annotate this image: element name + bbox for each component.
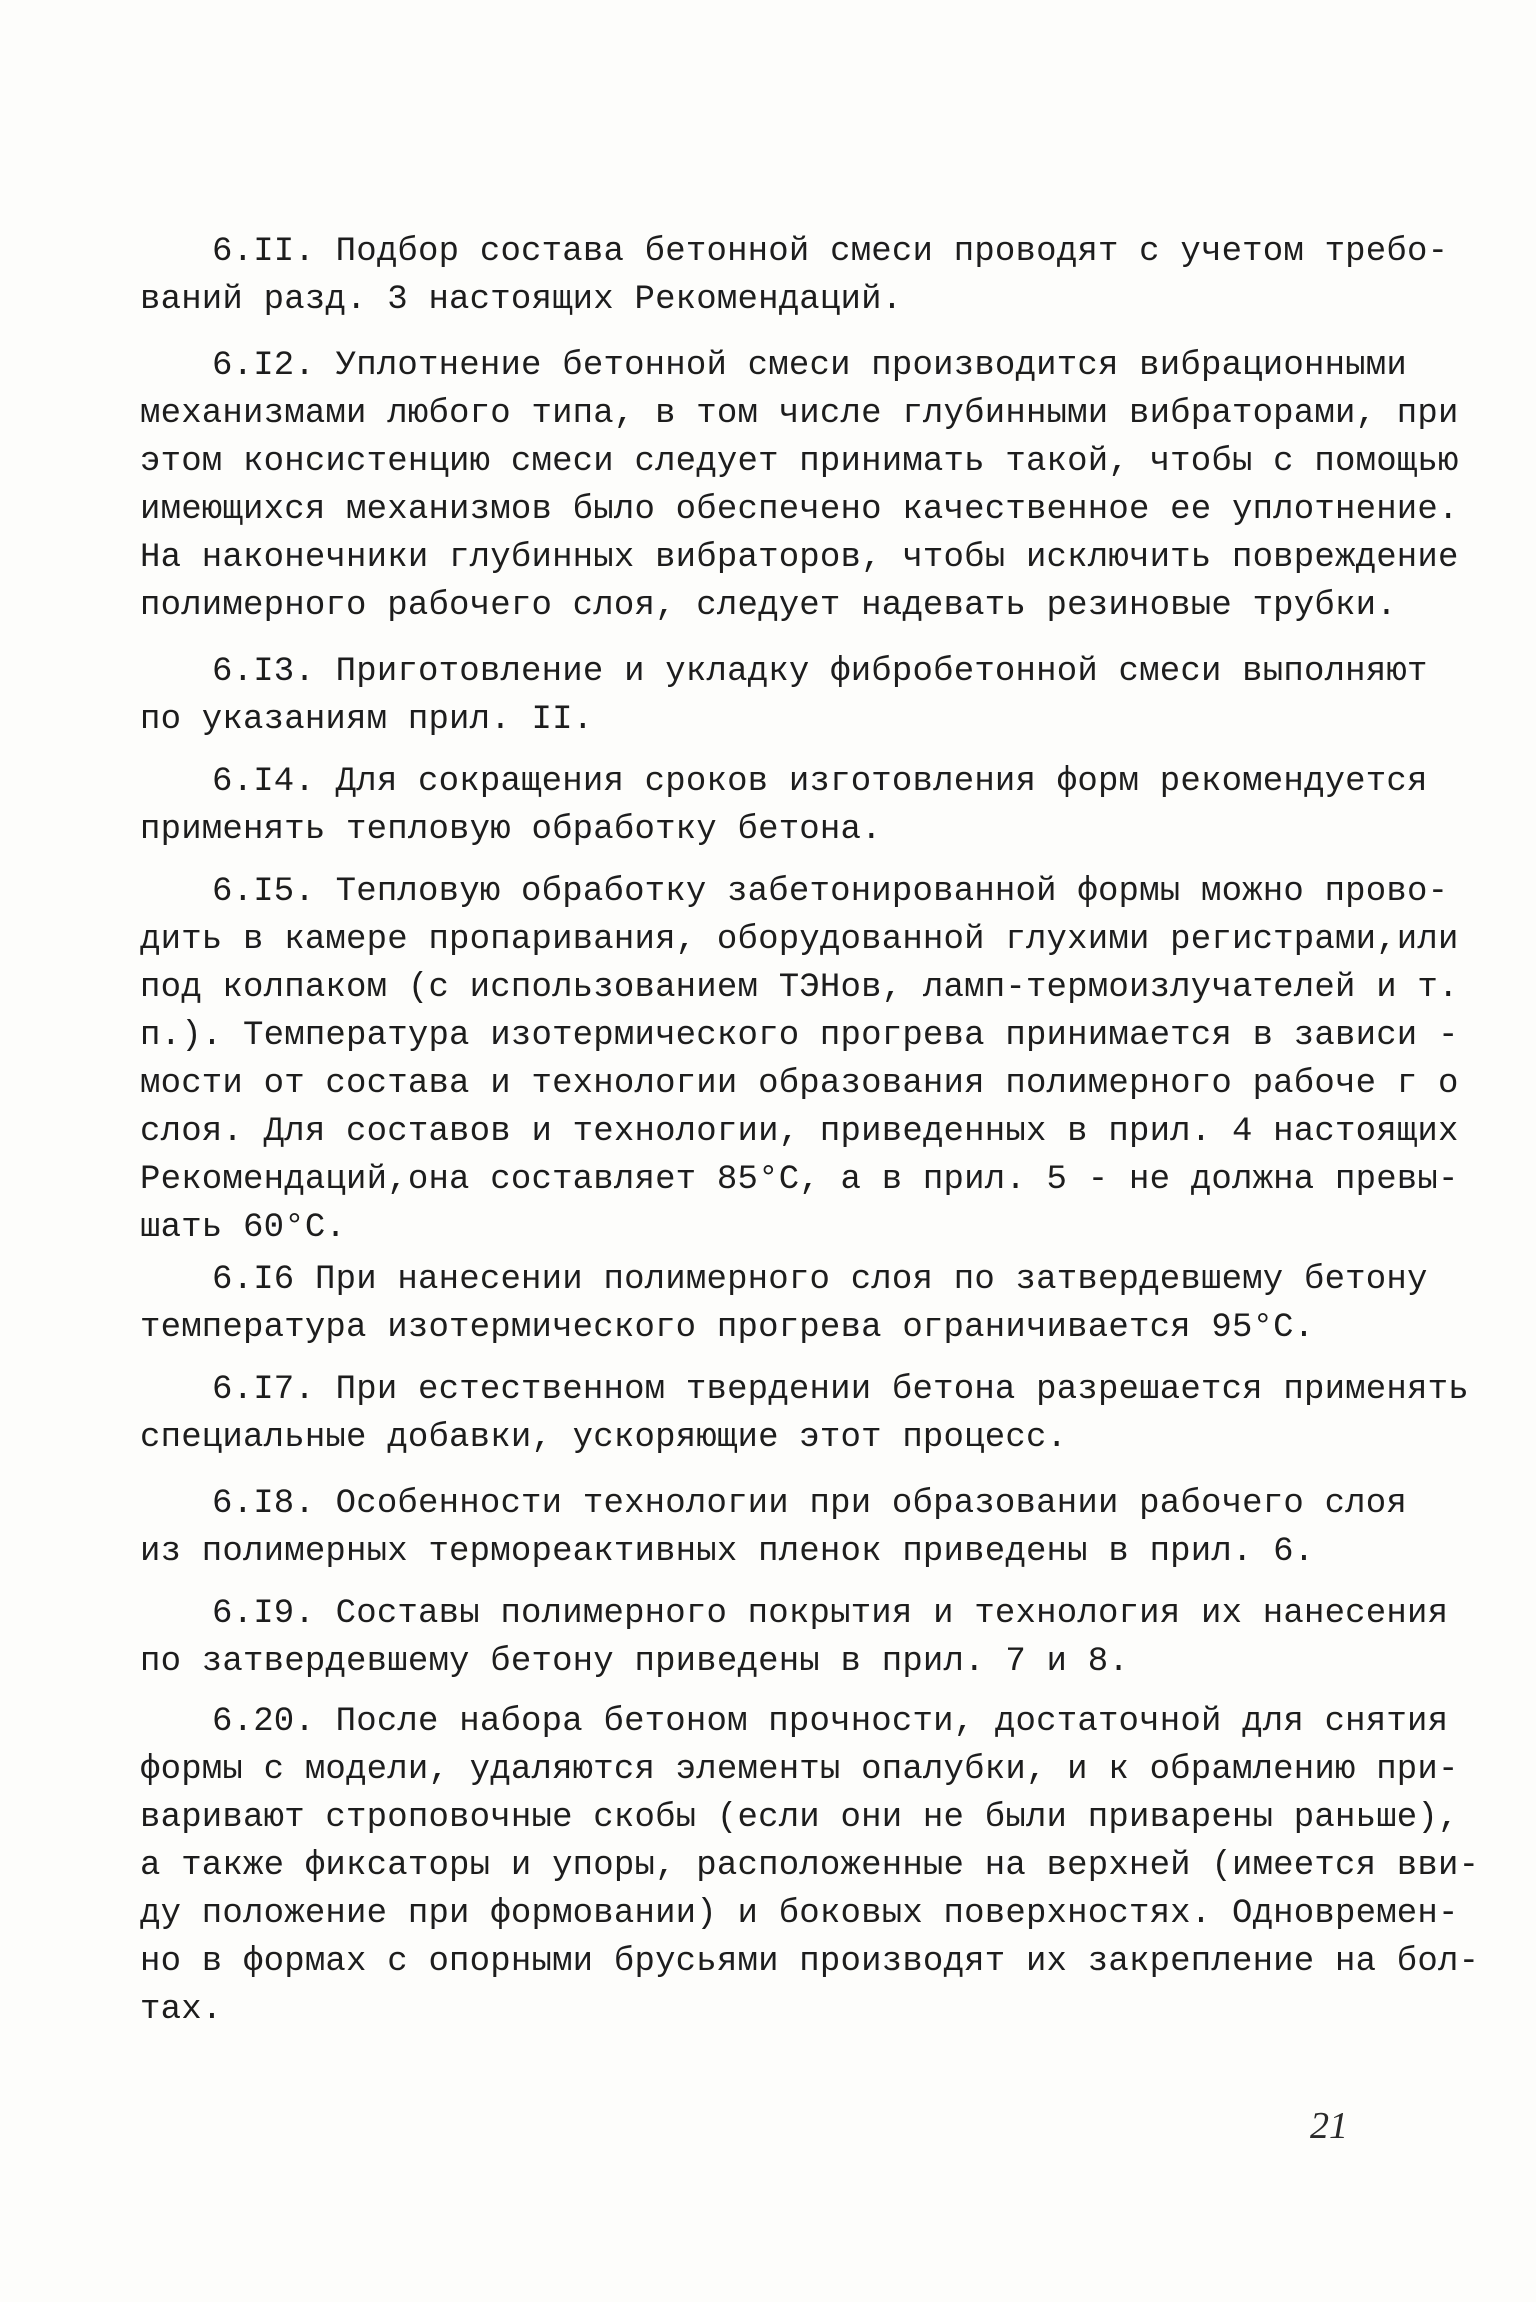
paragraph-line: шать 60°С.: [140, 1209, 347, 1247]
paragraph-line: слоя. Для составов и технологии, приведенных в прил. 4 настоящих: [140, 1113, 1459, 1151]
paragraph-line: под колпаком (с использованием ТЭНов, ламп-термоизлучателей и т.: [140, 969, 1459, 1007]
paragraph-line: варивают строповочные скобы (если они не были приварены раньше),: [140, 1799, 1459, 1837]
paragraph-line: дить в камере пропаривания, оборудованной глухими регистрами,или: [140, 921, 1459, 959]
paragraph-line: мости от состава и технологии образования полимерного рабоче г о: [140, 1065, 1459, 1103]
paragraph-line: по указаниям прил. II.: [140, 701, 594, 739]
paragraph-line: 6.I9. Составы полимерного покрытия и технология их нанесения: [212, 1595, 1449, 1633]
paragraph-line: применять тепловую обработку бетона.: [140, 811, 882, 849]
paragraph-line: а также фиксаторы и упоры, расположенные на верхней (имеется вви-: [140, 1847, 1480, 1885]
paragraph-6-19: [140, 1590, 1449, 1686]
paragraph-line: имеющихся механизмов было обеспечено качественное ее уплотнение.: [140, 491, 1459, 529]
paragraph-6-18: [140, 1480, 1407, 1576]
paragraph-line: тах.: [140, 1991, 223, 2029]
paragraph-line: этом консистенцию смеси следует принимать такой, чтобы с помощью: [140, 443, 1459, 481]
paragraph-line: полимерного рабочего слоя, следует надевать резиновые трубки.: [140, 587, 1397, 625]
paragraph-line: 6.I6 При нанесении полимерного слоя по затвердевшему бетону: [212, 1261, 1428, 1299]
paragraph-line: На наконечники глубинных вибраторов, чтобы исключить повреждение: [140, 539, 1459, 577]
paragraph-6-14: [140, 758, 1428, 854]
paragraph-line: формы с модели, удаляются элементы опалубки, и к обрамлению при-: [140, 1751, 1459, 1789]
paragraph-6-12: [140, 342, 1459, 630]
paragraph-6-11: [140, 228, 1449, 324]
paragraph-6-13: [140, 648, 1428, 744]
paragraph-line: Рекомендаций,она составляет 85°С, а в прил. 5 - не должна превы-: [140, 1161, 1459, 1199]
paragraph-line: ду положение при формовании) и боковых поверхностях. Одновремен-: [140, 1895, 1459, 1933]
paragraph-6-16: [140, 1256, 1428, 1352]
paragraph-line: температура изотермического прогрева ограничивается 95°С.: [140, 1309, 1315, 1347]
paragraph-6-17: [140, 1366, 1469, 1462]
paragraph-line: 6.I8. Особенности технологии при образовании рабочего слоя: [212, 1485, 1407, 1523]
paragraph-line: 6.I3. Приготовление и укладку фибробетонной смеси выполняют: [212, 653, 1428, 691]
paragraph-line: 6.I7. При естественном твердении бетона разрешается применять: [212, 1371, 1469, 1409]
paragraph-line: 6.I2. Уплотнение бетонной смеси производится вибрационными: [212, 347, 1407, 385]
paragraph-line: 6.I5. Тепловую обработку забетонированной формы можно прово-: [212, 873, 1449, 911]
paragraph-6-20: [140, 1698, 1480, 2034]
paragraph-line: 6.II. Подбор состава бетонной смеси проводят с учетом требо-: [212, 233, 1449, 271]
paragraph-line: механизмами любого типа, в том числе глубинными вибраторами, при: [140, 395, 1459, 433]
paragraph-line: из полимерных термореактивных пленок приведены в прил. 6.: [140, 1533, 1315, 1571]
paragraph-6-15: [140, 868, 1459, 1252]
page-number: 21: [1310, 2105, 1348, 2147]
paragraph-line: специальные добавки, ускоряющие этот процесс.: [140, 1419, 1068, 1457]
paragraph-line: ваний разд. 3 настоящих Рекомендаций.: [140, 281, 903, 319]
paragraph-line: но в формах с опорными брусьями производят их закрепление на бол-: [140, 1943, 1480, 1981]
paragraph-line: п.). Температура изотермического прогрева принимается в зависи -: [140, 1017, 1459, 1055]
paragraph-line: 6.20. После набора бетоном прочности, достаточной для снятия: [212, 1703, 1449, 1741]
paragraph-line: по затвердевшему бетону приведены в прил. 7 и 8.: [140, 1643, 1129, 1681]
paragraph-line: 6.I4. Для сокращения сроков изготовления форм рекомендуется: [212, 763, 1428, 801]
